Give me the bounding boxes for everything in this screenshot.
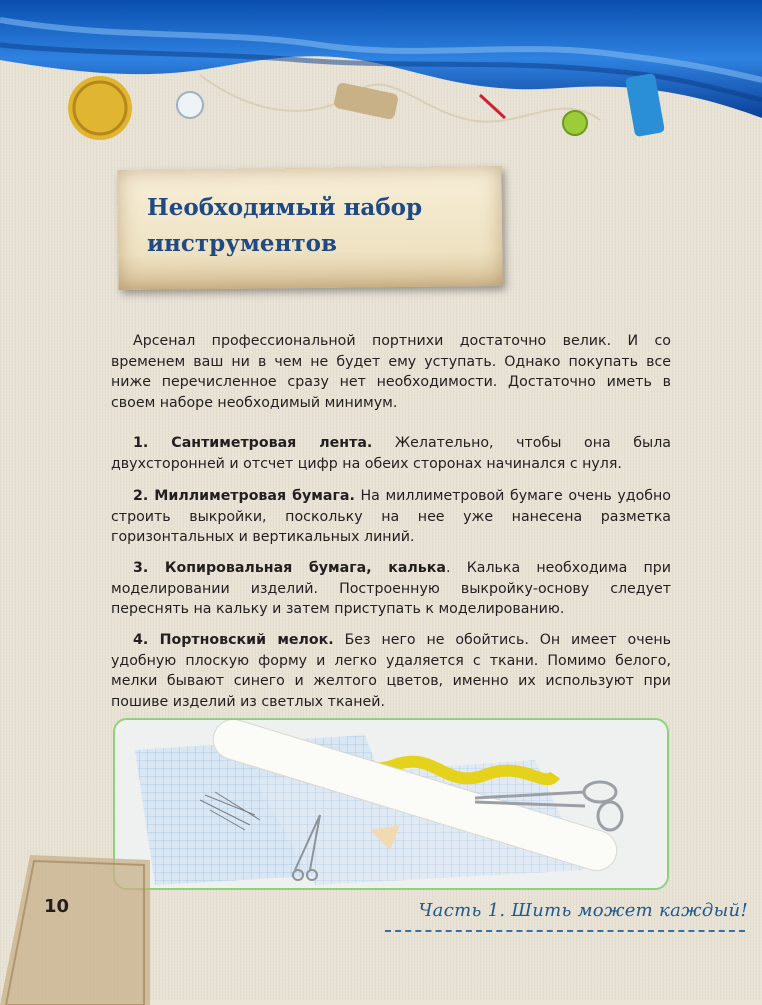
list-item: 4. Портновский мелок. Без него не обойтись. Он имеет очень удобную плоскую форму и легко удаляется с ткани. Помимо белого, мелки бывают синего и желтого цветов, именно их используют при пошиве изделий из светлых тканей. <box>111 632 671 710</box>
tools-photo <box>113 718 669 890</box>
page-title: Необходимый набор инструментов <box>147 194 423 257</box>
footer-divider <box>385 930 745 932</box>
chapter-footer: Часть 1. Шить может каждый! <box>418 900 748 921</box>
white-button-icon <box>177 92 203 118</box>
green-button-icon <box>563 111 587 135</box>
intro-paragraph: Арсенал профессиональной портнихи достаточно велик. И со временем ваш ни в чем не будет ему уступать. Однако покупать все ниже перечисленное сразу нет необходимости. Достаточно иметь в своем наборе необходимый минимум. <box>111 333 671 411</box>
yarn-ball-icon <box>68 76 132 140</box>
page-number: 10 <box>44 896 70 917</box>
decorative-card <box>0 855 150 1005</box>
list-item: 3. Копировальная бумага, калька. Калька необходима при моделировании изделий. Построенную выкройку-основу следует переснять на кальку и затем приступать к моделированию. <box>111 560 671 617</box>
blue-fabric-header <box>0 0 762 160</box>
tools-illustration <box>115 720 667 888</box>
list-item: 2. Миллиметровая бумага. На миллиметровой бумаге очень удобно строить выкройки, поскольку на нее уже нанесена разметка горизонтальных и вертикальных линий. <box>111 488 671 545</box>
list-item: 1. Сантиметровая лента. Желательно, чтобы она была двухсторонней и отсчет цифр на обеих сторонах начинался с нуля. <box>111 435 672 472</box>
